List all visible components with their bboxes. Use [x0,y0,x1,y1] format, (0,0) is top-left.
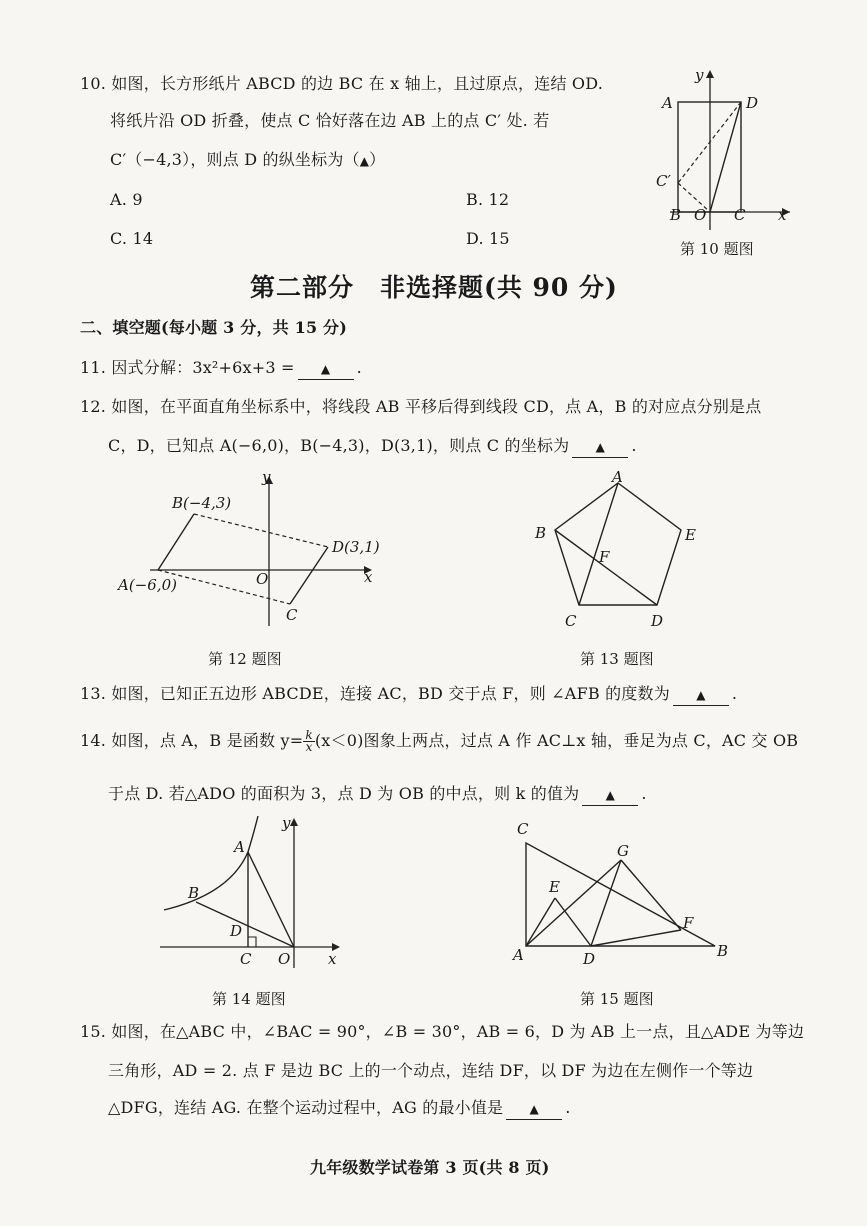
q15-label-f: F [683,914,694,932]
part2-title: 第二部分 非选择题(共 90 分) [250,273,618,302]
q14-label-c: C [240,950,252,968]
q10-option-c: C. 14 [110,229,154,248]
q10-line3-end: ） [369,150,386,169]
q12-label-x: x [364,568,373,586]
q10-figure [650,60,800,230]
q10-option-b: B. 12 [466,190,510,209]
q14-line2 [108,784,647,806]
q14-label-y: y [282,814,291,832]
q14-line2-text: 于点 D. 若△ADO 的面积为 3，点 D 为 OB 的中点，则 k 的值为 [108,784,580,803]
q10-label-x: x [778,206,787,224]
q14-figure [150,808,350,978]
q13-line1-end: . [731,684,738,703]
q12-line1: 12. 如图，在平面直角坐标系中，将线段 AB 平移后得到线段 CD，点 A，B 的对应点分别是点 [80,397,762,416]
q10-caption: 第 10 题图 [680,240,754,258]
q15-line3-text: △DFG，连结 AG. 在整个运动过程中，AG 的最小值是 [108,1098,504,1117]
q14-label-x: x [328,950,337,968]
q14-label-a: A [234,838,245,856]
q10-label-c-prime: C′ [656,172,671,190]
q10-label-d: D [746,94,759,112]
q12-line2-text: C，D，已知点 A(−6,0)，B(−4,3)，D(3,1)，则点 C 的坐标为 [108,436,570,455]
q12-label-o: O [256,570,269,588]
q10-label-y: y [695,66,704,84]
q14-frac-den: x [305,740,313,754]
q14-answer-blank [582,784,638,806]
q13-caption: 第 13 题图 [580,650,654,668]
q14-fraction [303,730,314,753]
q12-line2 [108,436,637,458]
q13-label-e: E [685,526,696,544]
section2-heading: 二、填空题(每小题 3 分，共 15 分) [80,318,348,337]
q12-answer-blank [572,436,628,458]
q15-line2: 三角形，AD = 2. 点 F 是边 BC 上的一个动点，连结 DF，以 DF 为边在左侧作一个等边 [108,1061,754,1080]
q13-line1 [80,684,737,706]
q14-label-b: B [188,884,200,902]
q10-label-c: C [734,206,746,224]
q15-label-d: D [583,950,596,968]
answer-mark-icon: ▲ [320,362,331,376]
q13-answer-blank [673,684,729,706]
q14-line1 [80,730,798,753]
answer-mark-icon: ▲ [359,154,370,168]
q15-line3-end: . [565,1098,571,1117]
q11-line [80,358,362,380]
q14-label-d: D [230,922,243,940]
q11-suffix: . [356,358,362,377]
q12-label-a: A(−6,0) [118,576,177,594]
q12-caption: 第 12 题图 [208,650,282,668]
q15-label-g: G [617,842,629,860]
q11-answer-blank [298,358,354,380]
q13-label-c: C [565,612,577,630]
q10-option-a: A. 9 [110,190,143,209]
q14-line1-a: 14. 如图，点 A，B 是函数 y= [80,731,304,750]
q12-label-d: D(3,1) [332,538,380,556]
q15-label-e: E [549,878,560,896]
answer-mark-icon: ▲ [605,788,616,802]
q13-label-f: F [599,548,610,566]
q15-label-c: C [517,820,529,838]
q13-label-b: B [535,524,547,542]
q10-label-o: O [694,206,707,224]
q15-caption: 第 15 题图 [580,990,654,1008]
q14-label-o: O [278,950,291,968]
q11-text: 11. 因式分解：3x²+6x+3 = [80,358,295,377]
q14-frac-num: k [305,728,313,742]
q14-line1-b: (x＜0)图象上两点，过点 A 作 AC⊥x 轴，垂足为点 C，AC 交 OB [314,731,799,750]
q15-label-b: B [717,942,729,960]
q15-label-a: A [513,946,524,964]
answer-mark-icon: ▲ [696,688,706,702]
q12-line2-end: . [631,436,637,455]
answer-mark-icon: ▲ [529,1102,539,1116]
q15-line1: 15. 如图，在△ABC 中，∠BAC = 90°，∠B = 30°，AB = 6，D 为 AB 上一点，且△ADE 为等边 [80,1022,805,1041]
q14-caption: 第 14 题图 [212,990,286,1008]
q12-figure [110,466,390,636]
q14-line2-end: . [641,784,647,803]
q10-line1: 10. 如图，长方形纸片 ABCD 的边 BC 在 x 轴上，且过原点，连结 OD. [80,74,603,93]
answer-mark-icon: ▲ [595,440,606,454]
q10-label-a: A [662,94,673,112]
q10-option-d: D. 15 [466,229,510,248]
page-footer: 九年级数学试卷第 3 页(共 8 页) [310,1158,550,1177]
q13-label-a: A [612,468,623,486]
q10-line2: 将纸片沿 OD 折叠，使点 C 恰好落在边 AB 上的点 C′ 处. 若 [110,111,550,130]
q12-label-c: C [286,606,298,624]
q15-answer-blank [506,1098,562,1120]
q10-line3-text: C′（−4,3），则点 D 的纵坐标为（ [110,150,360,169]
q13-figure [525,466,715,636]
q15-figure [505,808,745,978]
q15-line3 [108,1098,571,1120]
q10-label-b: B [670,206,682,224]
q12-label-y: y [262,468,271,486]
q12-label-b: B(−4,3) [172,494,232,512]
q13-label-d: D [651,612,664,630]
q13-line1-text: 13. 如图，已知正五边形 ABCDE，连接 AC，BD 交于点 F，则 ∠AFB 的度数为 [80,684,670,703]
q10-line3 [110,150,385,171]
